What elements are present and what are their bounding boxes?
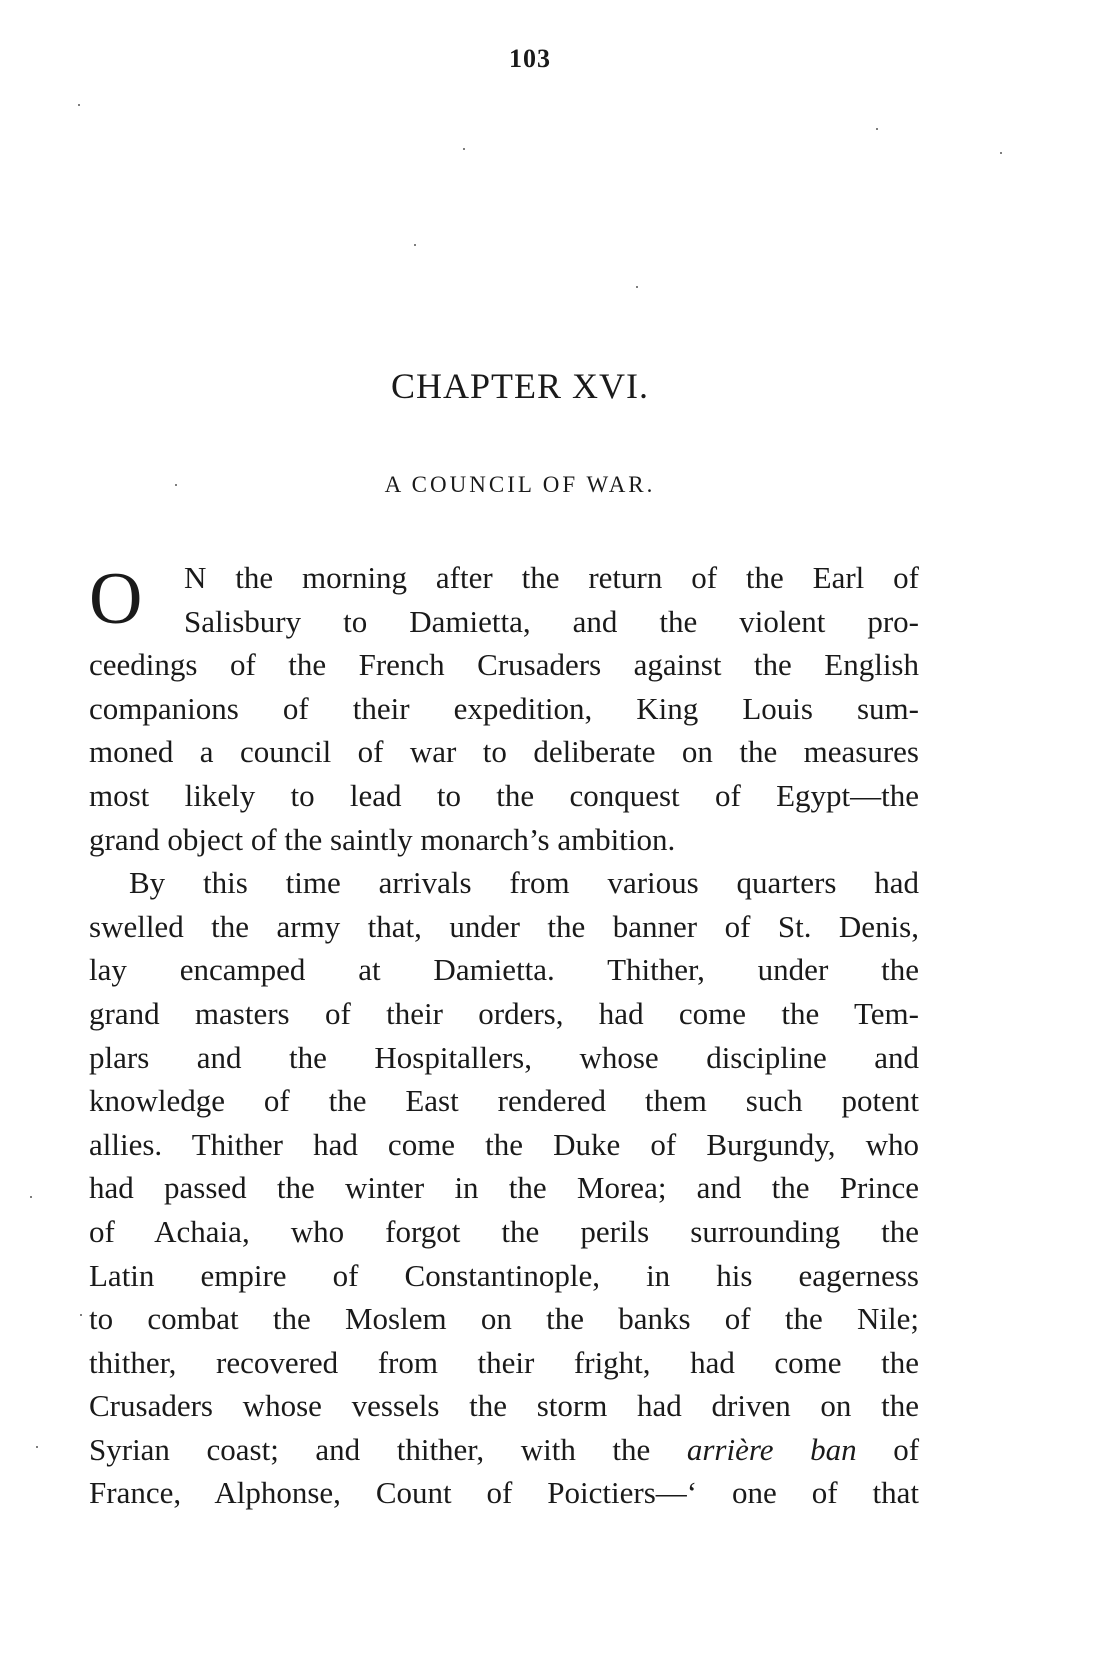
text-line: knowledge of the East rendered them such potent — [89, 1083, 919, 1119]
page-number: 103 — [509, 44, 551, 73]
text-line: moned a council of war to deliberate on the measures — [89, 734, 919, 770]
drop-cap: O — [89, 558, 143, 640]
text-line: France, Alphonse, Count of Poictiers—‘ one of that — [89, 1475, 919, 1511]
text-segment: of — [893, 1431, 920, 1467]
text-line: N the morning after the return of the Earl of — [184, 560, 919, 595]
text-line: of Achaia, who forgot the perils surrounding the — [89, 1213, 919, 1249]
scan-speck — [78, 104, 80, 106]
scan-speck — [30, 1196, 32, 1198]
body-text — [89, 556, 919, 1515]
text-line: plars and the Hospitallers, whose discipline and — [89, 1039, 919, 1075]
scan-speck — [876, 128, 878, 130]
text-line: had passed the winter in the Morea; and the Prince — [89, 1170, 919, 1206]
scan-speck — [636, 286, 638, 288]
text-line: swelled the army that, under the banner of St. Denis, — [89, 908, 919, 944]
scan-speck — [463, 148, 465, 150]
chapter-subtitle: A COUNCIL OF WAR. — [384, 472, 656, 497]
text-line: Crusaders whose vessels the storm had driven on the — [89, 1388, 919, 1424]
text-line: to combat the Moslem on the banks of the Nile; — [89, 1301, 919, 1337]
scan-speck — [80, 1314, 82, 1316]
text-line: Latin empire of Constantinople, in his eagerness — [89, 1257, 919, 1293]
scan-speck — [36, 1446, 38, 1448]
text-line: lay encamped at Damietta. Thither, under the — [89, 952, 919, 988]
italic-phrase: arrière ban — [686, 1431, 857, 1467]
text-line: ceedings of the French Crusaders against the English — [89, 647, 919, 683]
chapter-title: CHAPTER XVI. — [390, 366, 649, 406]
text-line-syrian — [89, 1428, 919, 1472]
scan-speck — [414, 244, 416, 246]
text-line: grand masters of their orders, had come the Tem- — [89, 995, 919, 1031]
scan-speck — [1000, 152, 1002, 154]
text-line: companions of their expedition, King Louis sum- — [89, 690, 919, 726]
text-line: thither, recovered from their fright, had come the — [89, 1344, 919, 1380]
text-line: grand object of the saintly monarch’s ambition. — [89, 821, 676, 857]
text-line: most likely to lead to the conquest of Egypt—the — [89, 777, 919, 813]
text-segment: Syrian coast; and thither, with the — [89, 1431, 651, 1467]
text-line: By this time arrivals from various quarters had — [129, 865, 919, 901]
text-line: Salisbury to Damietta, and the violent pro- — [184, 603, 919, 639]
text-line: allies. Thither had come the Duke of Burgundy, who — [89, 1126, 919, 1162]
